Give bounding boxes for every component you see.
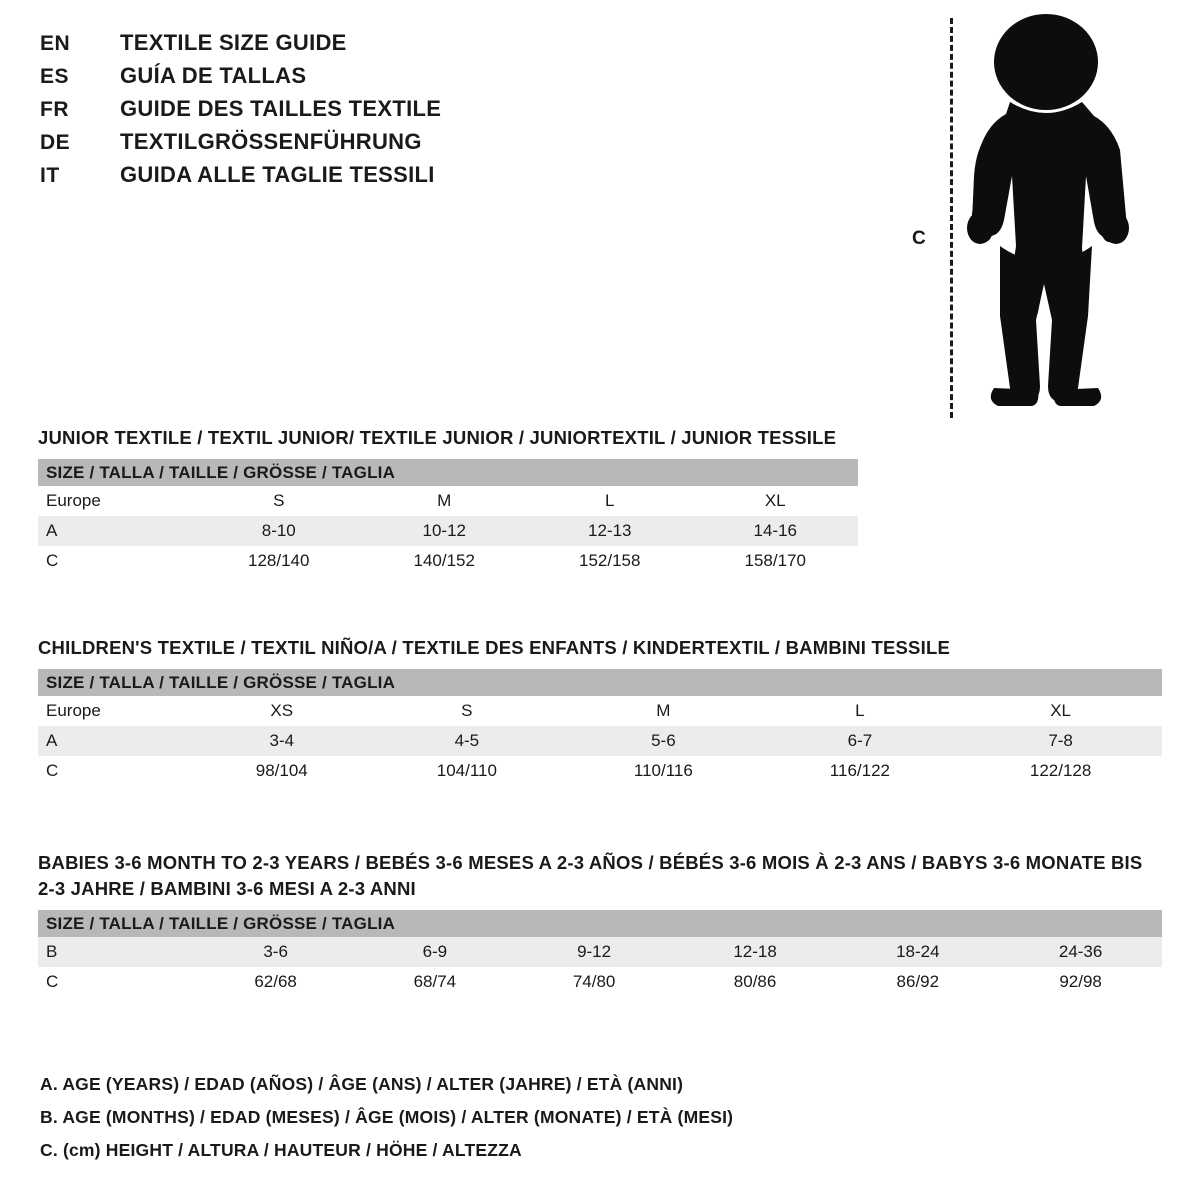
table-cell: 128/140 — [248, 551, 310, 570]
table-cell: XL — [764, 491, 786, 510]
table-row — [38, 726, 1162, 756]
language-title: TEXTILGRÖSSENFÜHRUNG — [120, 129, 422, 154]
table-cell: 3-6 — [263, 942, 288, 961]
table-row — [38, 546, 858, 576]
table-cell: 8-10 — [261, 521, 296, 540]
table-cell: 12-18 — [733, 942, 777, 961]
table-cell: 7-8 — [1048, 731, 1073, 750]
table-cell: 6-9 — [422, 942, 448, 961]
table-cell: 110/116 — [633, 761, 693, 780]
row-label: C — [46, 551, 59, 570]
band-label: SIZE / TALLA / TAILLE / GRÖSSE / TAGLIA — [38, 910, 1162, 937]
table-cell: 74/80 — [572, 972, 616, 991]
table-row — [38, 516, 858, 546]
table-cell: 4-5 — [454, 731, 480, 750]
table-band-row — [38, 459, 858, 486]
table-cell: 62/68 — [254, 972, 297, 991]
table-cell: 92/98 — [1059, 972, 1102, 991]
table-cell: 80/86 — [733, 972, 777, 991]
section-title: BABIES 3-6 MONTH TO 2-3 YEARS / BEBÉS 3-6 MESES A 2-3 AÑOS / BÉBÉS 3-6 MOIS À 2-3 ANS / BABYS 3-6 MONATE BIS 2-3 JAHRE / BAMBINI 3-6 MESI A 2-3 ANNI — [38, 852, 1143, 899]
table-cell: 10-12 — [422, 521, 466, 540]
table-cell: 86/92 — [896, 972, 940, 991]
language-title: GUÍA DE TALLAS — [120, 63, 307, 88]
table-row — [38, 967, 1162, 997]
section-title: JUNIOR TEXTILE / TEXTIL JUNIOR/ TEXTILE JUNIOR / JUNIORTEXTIL / JUNIOR TESSILE — [38, 427, 837, 448]
table-cell: 9-12 — [577, 942, 612, 961]
table-band-row — [38, 669, 1162, 696]
table-cell: 140/152 — [413, 551, 475, 570]
table-cell: L — [855, 701, 865, 720]
legend-item-a: A. AGE (YEARS) / EDAD (AÑOS) / ÂGE (ANS) / ALTER (JAHRE) / ETÀ (ANNI) — [40, 1074, 684, 1094]
table-cell: 12-13 — [588, 521, 632, 540]
language-row — [40, 63, 600, 96]
row-label: B — [46, 942, 58, 961]
language-code: DE — [40, 131, 71, 154]
language-row — [40, 30, 600, 63]
table-cell: S — [461, 701, 473, 720]
row-label: C — [46, 972, 59, 991]
language-row — [40, 96, 600, 129]
table-cell: 104/110 — [436, 761, 497, 780]
table-row — [38, 756, 1162, 786]
language-row — [40, 129, 600, 162]
legend-item-b: B. AGE (MONTHS) / EDAD (MESES) / ÂGE (MOIS) / ALTER (MONATE) / ETÀ (MESI) — [40, 1107, 734, 1127]
table-cell: M — [656, 701, 671, 720]
table-row — [38, 937, 1162, 967]
child-silhouette-icon — [940, 10, 1150, 420]
table-cell: L — [605, 491, 615, 510]
table-row — [38, 486, 858, 516]
language-code: EN — [40, 32, 71, 55]
row-label: Europe — [46, 701, 101, 720]
section-babies — [38, 850, 1162, 997]
table-cell: M — [437, 491, 452, 510]
height-measure-figure — [900, 10, 1160, 420]
language-code: ES — [40, 65, 70, 88]
measure-label-c: C — [912, 228, 926, 249]
row-label: C — [46, 761, 59, 780]
table-band-row — [38, 910, 1162, 937]
language-code: FR — [40, 98, 69, 121]
language-title: TEXTILE SIZE GUIDE — [120, 30, 347, 55]
row-label: Europe — [46, 491, 101, 510]
table-cell: 68/74 — [413, 972, 457, 991]
language-title: GUIDA ALLE TAGLIE TESSILI — [120, 162, 435, 187]
table-cell: XL — [1050, 701, 1071, 720]
size-table-children — [38, 669, 1162, 786]
table-cell: 152/158 — [579, 551, 641, 570]
table-cell: 3-4 — [269, 731, 295, 750]
section-junior — [38, 425, 1162, 576]
table-cell: 122/128 — [1029, 761, 1092, 780]
size-table-junior — [38, 459, 858, 576]
legend-item-c: C. (cm) HEIGHT / ALTURA / HAUTEUR / HÖHE / ALTEZZA — [40, 1140, 522, 1160]
table-cell: 98/104 — [255, 761, 308, 780]
table-cell: 116/122 — [829, 761, 890, 780]
language-title: GUIDE DES TAILLES TEXTILE — [120, 96, 442, 121]
band-label: SIZE / TALLA / TAILLE / GRÖSSE / TAGLIA — [38, 459, 858, 486]
language-code: IT — [40, 164, 60, 187]
legend — [40, 1068, 1140, 1167]
table-cell: 24-36 — [1058, 942, 1103, 961]
table-cell: 6-7 — [847, 731, 873, 750]
language-row — [40, 162, 600, 195]
table-cell: 18-24 — [896, 942, 940, 961]
table-row — [38, 696, 1162, 726]
table-cell: XS — [270, 701, 294, 720]
size-table-babies — [38, 910, 1162, 997]
language-header — [40, 30, 600, 195]
table-cell: 158/170 — [744, 551, 806, 570]
table-cell: 14-16 — [753, 521, 797, 540]
row-label: A — [46, 731, 58, 750]
row-label: A — [46, 521, 58, 540]
band-label: SIZE / TALLA / TAILLE / GRÖSSE / TAGLIA — [38, 669, 1162, 696]
table-cell: S — [273, 491, 285, 510]
section-children — [38, 635, 1162, 786]
section-title: CHILDREN'S TEXTILE / TEXTIL NIÑO/A / TEXTILE DES ENFANTS / KINDERTEXTIL / BAMBINI TESSILE — [38, 637, 950, 658]
table-cell: 5-6 — [651, 731, 676, 750]
